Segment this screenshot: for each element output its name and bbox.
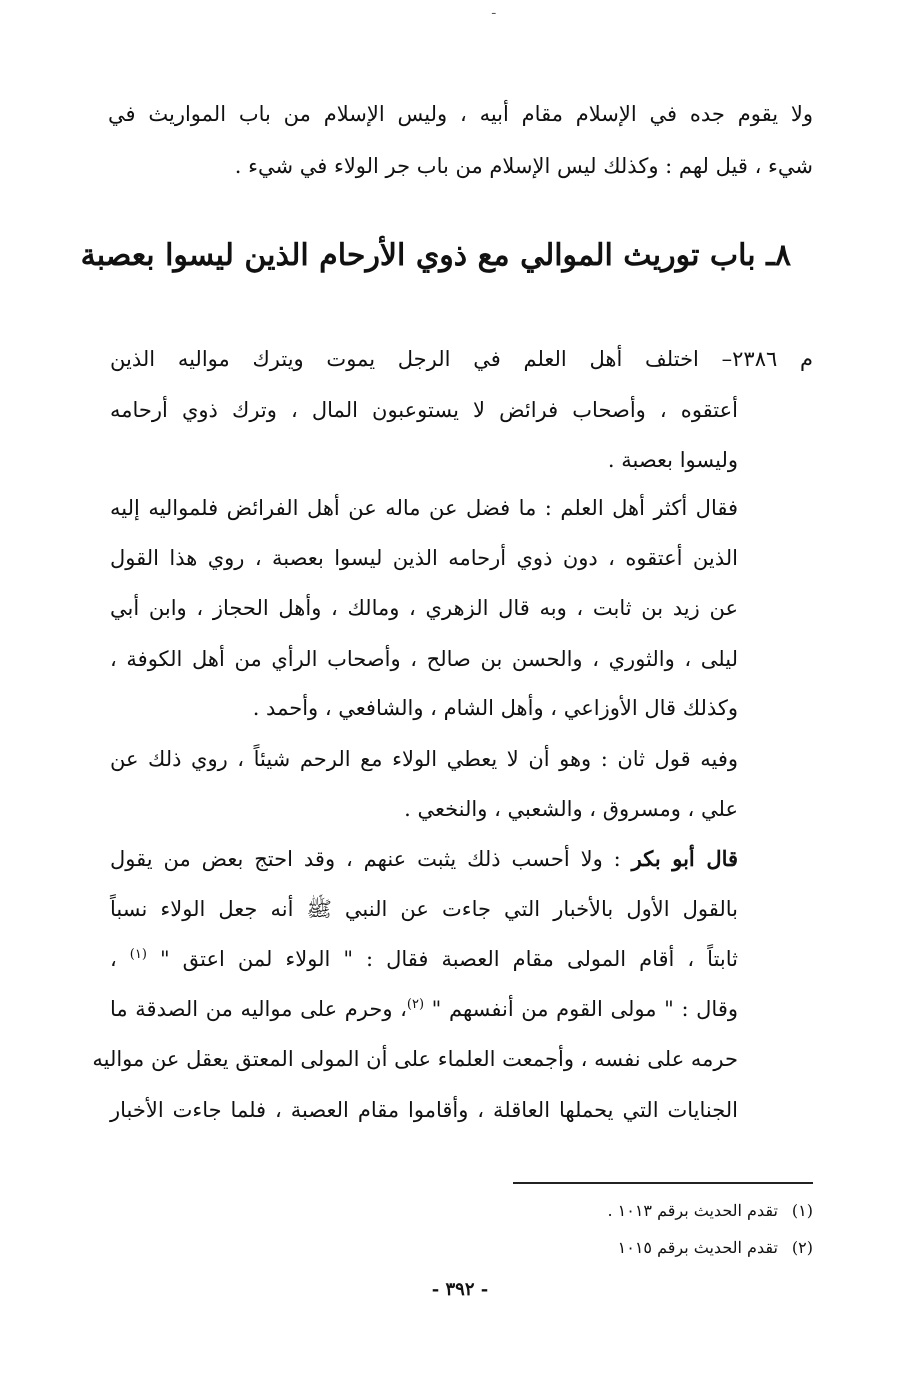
paragraph-4-line-3-text: ثابتاً ، أقام المولى مقام العصبة فقال : " الولاء لمن اعتق " xyxy=(146,947,738,971)
paragraph-4-line-5: حرمه على نفسه ، وأجمعت العلماء على أن المولى المعتق يعقل عن مواليه xyxy=(92,1047,738,1071)
footnote-1-text: تقدم الحديث برقم ١٠١٣ . xyxy=(607,1201,778,1220)
page-number: - ٣٩٢ - xyxy=(431,1279,489,1300)
footnote-1-number: (١) xyxy=(791,1201,813,1220)
paragraph-2-line-1: فقال أكثر أهل العلم : ما فضل عن ماله عن أهل الفرائض فلمواليه إليه xyxy=(110,496,738,520)
paragraph-1-line-1: م ٢٣٨٦– اختلف أهل العلم في الرجل يموت ويترك مواليه الذين xyxy=(110,347,814,371)
intro-line-2: شيء ، قيل لهم : وكذلك ليس الإسلام من باب جر الولاء في شيء . xyxy=(234,154,813,178)
paragraph-2-line-4: ليلى ، والثوري ، والحسن بن صالح ، وأصحاب الرأي من أهل الكوفة ، xyxy=(110,647,738,671)
paragraph-4-line-3 xyxy=(110,945,738,973)
chapter-heading: ٨ـ باب توريث الموالي مع ذوي الأرحام الذين ليسوا بعصبة xyxy=(80,238,791,273)
paragraph-4-line-1-text: : ولا أحسب ذلك يثبت عنهم ، وقد احتج بعض من يقول xyxy=(110,847,632,871)
footnote-2 xyxy=(618,1237,813,1259)
paragraph-4-line-4-end: ، وحرم على مواليه من الصدقة ما xyxy=(110,997,407,1021)
speaker-abu-bakr: قال أبو بكر xyxy=(631,846,739,871)
paragraph-1-line-2: أعتقوه ، وأصحاب فرائض لا يستوعبون المال ، وترك ذوي أرحامه xyxy=(110,398,738,422)
footnote-ref-2: (٢) xyxy=(406,997,425,1012)
paragraph-4-line-3-end: ، xyxy=(110,947,130,971)
paragraph-4-line-4-text: وقال : " مولى القوم من أنفسهم " xyxy=(424,997,739,1021)
paragraph-3-line-1: وفيه قول ثان : وهو أن لا يعطي الولاء مع الرحم شيئاً ، روي ذلك عن xyxy=(110,747,738,771)
footnote-divider xyxy=(513,1182,813,1184)
footnote-1 xyxy=(607,1200,813,1222)
scan-artifact-mark: ـ xyxy=(492,3,496,17)
footnote-ref-1: (١) xyxy=(129,947,147,962)
paragraph-2-line-2: الذين أعتقوه ، دون ذوي أرحامه الذين ليسوا بعصبة ، روي هذا القول xyxy=(110,546,738,570)
paragraph-1-line-3: وليسوا بعصبة . xyxy=(607,448,738,472)
footnote-2-number: (٢) xyxy=(791,1238,813,1257)
footnote-2-text: تقدم الحديث برقم ١٠١٥ xyxy=(617,1238,778,1257)
paragraph-4-line-1 xyxy=(110,845,738,873)
paragraph-4-line-2: بالقول الأول بالأخبار التي جاءت عن النبي ﷺ أنه جعل الولاء نسباً xyxy=(110,897,738,921)
paragraph-4-line-4 xyxy=(110,995,738,1023)
paragraph-4-line-6: الجنايات التي يحملها العاقلة ، وأقاموا مقام العصبة ، فلما جاءت الأخبار xyxy=(110,1098,738,1122)
paragraph-3-line-2: علي ، ومسروق ، والشعبي ، والنخعي . xyxy=(404,797,738,821)
paragraph-2-line-5: وكذلك قال الأوزاعي ، وأهل الشام ، والشافعي ، وأحمد . xyxy=(252,696,738,720)
paragraph-2-line-3: عن زيد بن ثابت ، وبه قال الزهري ، ومالك ، وأهل الحجاز ، وابن أبي xyxy=(110,596,738,620)
intro-line-1: ولا يقوم جده في الإسلام مقام أبيه ، وليس الإسلام من باب المواريث في xyxy=(108,102,813,126)
